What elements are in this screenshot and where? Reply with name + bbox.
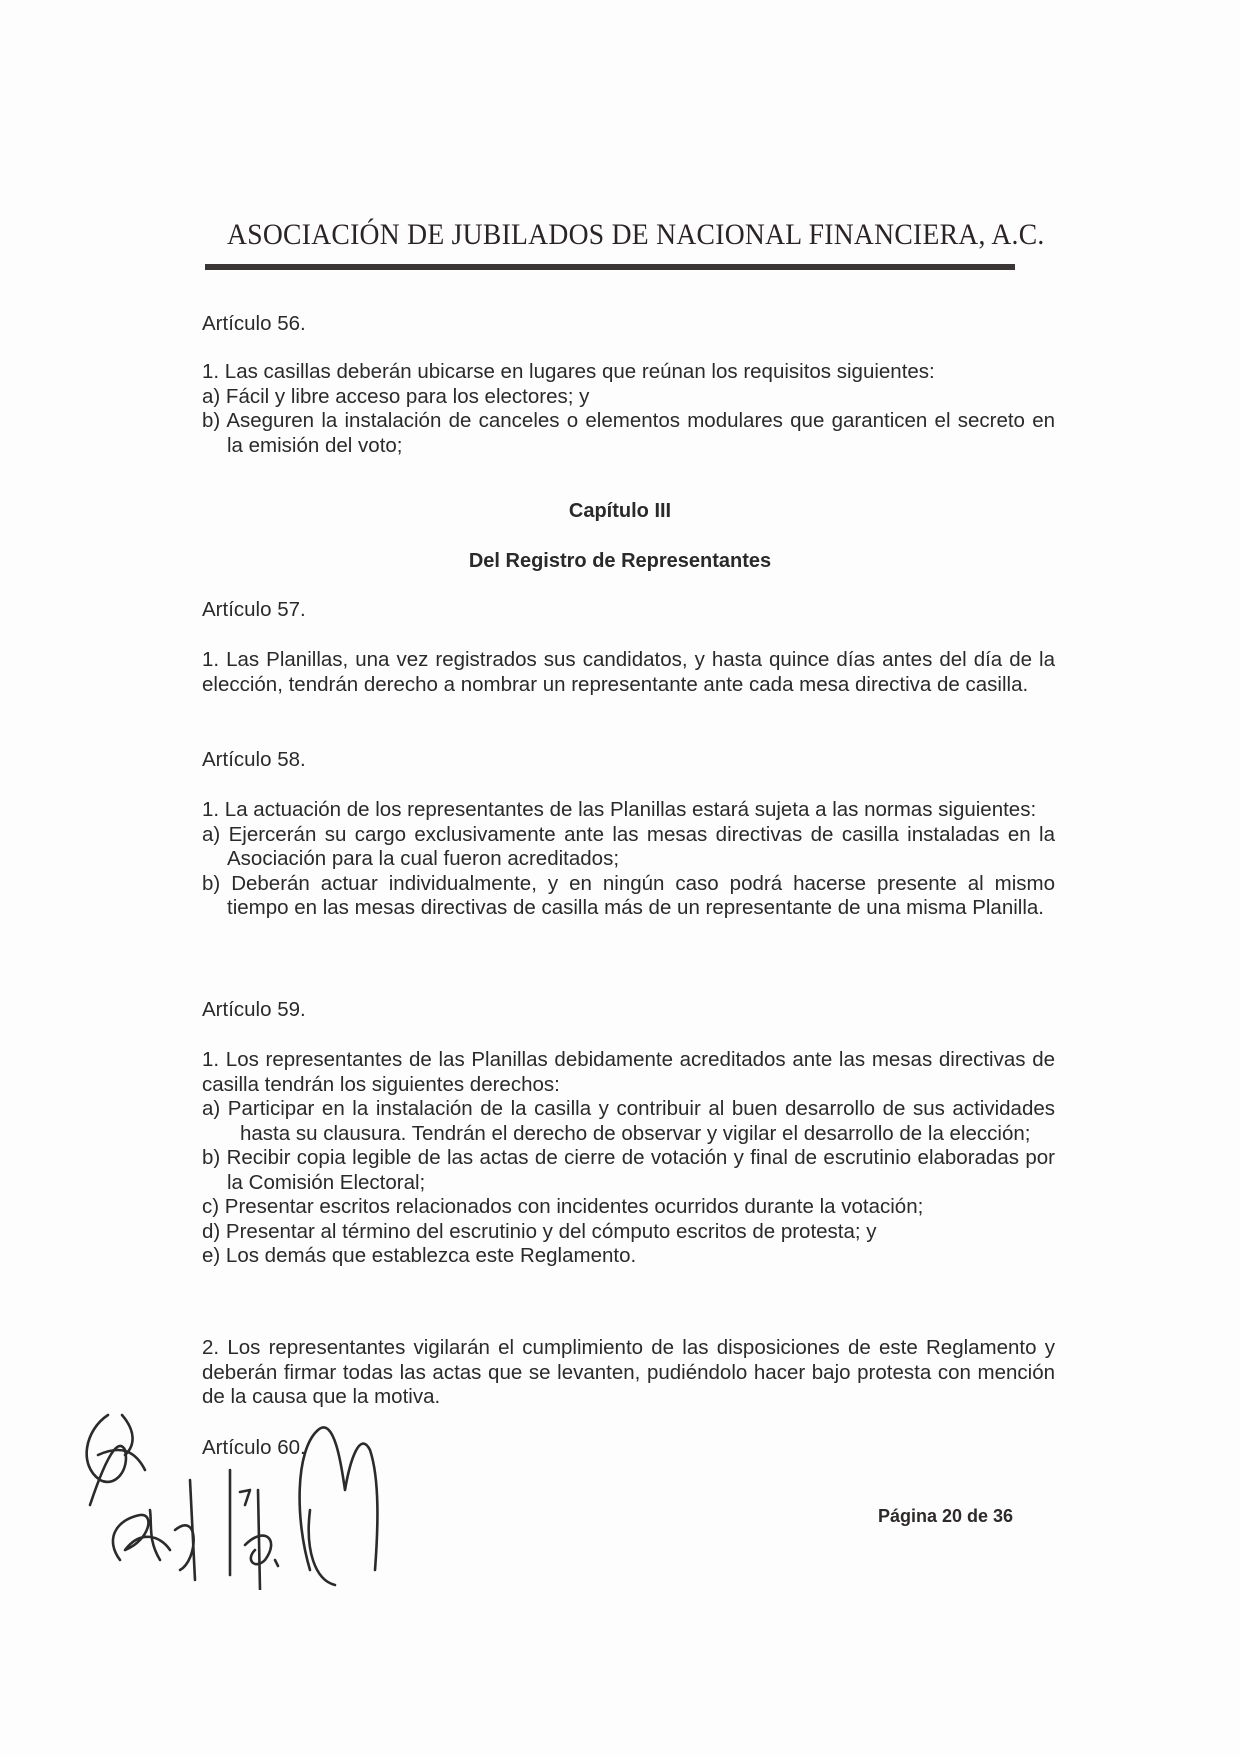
article-57-body — [202, 648, 1055, 697]
article-58-paragraph-1: 1. La actuación de los representantes de las Planillas estará sujeta a las normas siguientes: — [202, 798, 1037, 821]
article-56-heading: Artículo 56. — [202, 312, 306, 335]
header-divider — [205, 264, 1015, 270]
article-59-body — [202, 1048, 1055, 1269]
chapter-title: Del Registro de Representantes — [468, 550, 772, 572]
article-57-heading: Artículo 57. — [202, 598, 306, 621]
article-59-paragraph-1: 1. Los representantes de las Planillas debidamente acreditados ante las mesas directivas de casilla tendrán los siguientes derechos: — [202, 1048, 1055, 1096]
article-57-paragraph-1: 1. Las Planillas, una vez registrados sus candidatos, y hasta quince días antes del día de la elección, tendrán derecho a nombrar un representante ante cada mesa directiva de casilla. — [202, 648, 1055, 696]
article-59-item-c: c) Presentar escritos relacionados con incidentes ocurridos durante la votación; — [202, 1195, 924, 1218]
article-60-heading: Artículo 60. — [202, 1436, 306, 1459]
article-58-item-b: b) Deberán actuar individualmente, y en ningún caso podrá hacerse presente al mismo tiempo en las mesas directivas de casilla más de un representante de una misma Planilla. — [202, 871, 1055, 919]
page-number: Página 20 de 36 — [878, 1506, 1014, 1526]
article-56-paragraph-1: 1. Las casillas deberán ubicarse en lugares que reúnan los requisitos siguientes: — [202, 360, 935, 383]
organization-title: ASOCIACIÓN DE JUBILADOS DE NACIONAL FINANCIERA, A.C. — [227, 218, 1045, 251]
article-59-item-d: d) Presentar al término del escrutinio y del cómputo escritos de protesta; y — [202, 1219, 877, 1243]
article-58-item-a: a) Ejercerán su cargo exclusivamente ante las mesas directivas de casilla instaladas en la Asociación para la cual fueron acreditados; — [202, 822, 1055, 870]
handwritten-signatures — [80, 1410, 440, 1590]
article-58-heading: Artículo 58. — [202, 748, 306, 771]
article-59-item-e: e) Los demás que establezca este Reglamento. — [202, 1244, 637, 1267]
article-56-body — [202, 360, 1055, 458]
article-58-body — [202, 798, 1055, 921]
article-56-item-a: a) Fácil y libre acceso para los electores; y — [202, 384, 590, 408]
chapter-number: Capítulo III — [568, 500, 672, 522]
article-59-item-a: a) Participar en la instalación de la casilla y contribuir al buen desarrollo de sus actividades hasta su clausura. Tendrán el derecho de observar y vigilar el desarrollo de la elección; — [202, 1097, 1055, 1145]
article-56-item-b: b) Aseguren la instalación de canceles o elementos modulares que garanticen el secreto en la emisión del voto; — [202, 409, 1055, 457]
article-59-item-b: b) Recibir copia legible de las actas de cierre de votación y final de escrutinio elaboradas por la Comisión Electoral; — [202, 1146, 1055, 1194]
article-59-paragraph-2: 2. Los representantes vigilarán el cumplimiento de las disposiciones de este Reglamento y deberán firmar todas las actas que se levanten, pudiéndolo hacer bajo protesta con mención de la causa que la motiva. — [202, 1336, 1055, 1408]
article-59-heading: Artículo 59. — [202, 998, 306, 1021]
article-59-paragraph-2-block — [202, 1336, 1055, 1410]
